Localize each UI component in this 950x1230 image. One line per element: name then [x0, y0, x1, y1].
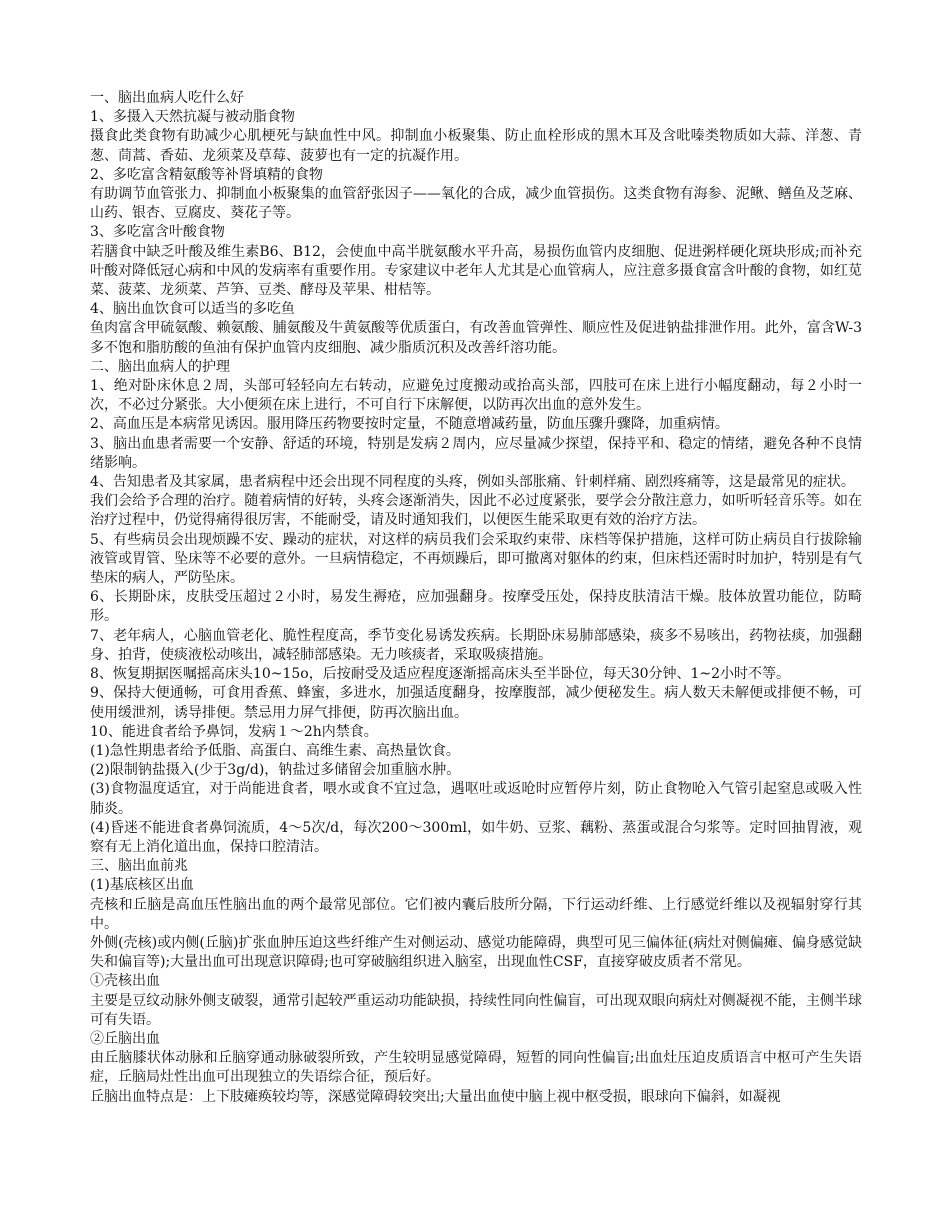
list-item: 7、老年病人，心脑血管老化、脆性程度高，季节变化易诱发疾病。长期卧床易肺部感染，痰多不易咳出，药物祛痰，加强翻身、拍背，使痰液松动咳出，减轻肺部感染。无力咳痰者，采取吸痰措施。 — [90, 627, 862, 663]
paragraph: 有助调节血管张力、抑制血小板聚集的血管舒张因子——氧化的合成，减少血管损伤。这类食物有海参、泥鳅、鳝鱼及芝麻、山药、银杏、豆腐皮、葵花子等。 — [90, 186, 862, 222]
sub-list-item: (4)昏迷不能进食者鼻饲流质，4～5次/d，每次200～300ml，如牛奶、豆浆、藕粉、蒸蛋或混合匀浆等。定时回抽胃液，观察有无上消化道出血，保持口腔清洁。 — [90, 819, 862, 855]
document-body — [90, 89, 862, 1107]
paragraph: 丘脑出血特点是：上下肢瘫痪较均等，深感觉障碍较突出;大量出血使中脑上视中枢受损，眼球向下偏斜，如凝视 — [90, 1088, 781, 1105]
list-item: 9、保持大便通畅，可食用香蕉、蜂蜜，多进水，加强适度翻身，按摩腹部，减少便秘发生。病人数天未解便或排便不畅，可使用缓泄剂，诱导排便。禁忌用力屏气排便，防再次脑出血。 — [90, 685, 862, 721]
subheading-putamen: ①壳核出血 — [90, 973, 160, 990]
paragraph: 我们会给予合理的治疗。随着病情的好转，头疼会逐渐消失，因此不必过度紧张，要学会分散注意力，如听听轻音乐等。如在治疗过程中，仍觉得痛得很厉害，不能耐受，请及时通知我们，以便医生能采取更有效的治疗方法。 — [90, 493, 862, 529]
subheading-fish: 4、脑出血饮食可以适当的多吃鱼 — [90, 301, 295, 318]
paragraph: 壳核和丘脑是高血压性脑出血的两个最常见部位。它们被内囊后肢所分隔，下行运动纤维、上行感觉纤维以及视辐射穿行其中。 — [90, 896, 862, 932]
sub-list-item: (3)食物温度适宜，对于尚能进食者，喂水或食不宜过急，遇呕吐或返呛时应暂停片刻，防止食物呛入气管引起窒息或吸入性肺炎。 — [90, 781, 862, 817]
subheading-folate-foods: 3、多吃富含叶酸食物 — [90, 224, 225, 241]
sub-list-item: (2)限制钠盐摄入(少于3g/d)，钠盐过多储留会加重脑水肿。 — [90, 762, 461, 779]
subheading-thalamus: ②丘脑出血 — [90, 1030, 160, 1047]
list-item: 6、长期卧床，皮肤受压超过２小时，易发生褥疮，应加强翻身。按摩受压处，保持皮肤清洁干燥。肢体放置功能位，防畸形。 — [90, 589, 862, 625]
sub-list-item: (1)急性期患者给予低脂、高蛋白、高维生素、高热量饮食。 — [90, 742, 460, 759]
paragraph: 鱼肉富含甲硫氨酸、赖氨酸、脯氨酸及牛黄氨酸等优质蛋白，有改善血管弹性、顺应性及促进钠盐排泄作用。此外，富含W-3多不饱和脂肪酸的鱼油有保护血管内皮细胞、减少脂质沉积及改善纤溶功能。 — [90, 320, 862, 356]
subheading-basal-ganglia: (1)基底核区出血 — [90, 877, 194, 894]
paragraph: 若膳食中缺乏叶酸及维生素B6、B12，会使血中高半胱氨酸水平升高，易损伤血管内皮细胞、促进粥样硬化斑块形成;而补充叶酸对降低冠心病和中风的发病率有重要作用。专家建议中老年人尤其是心血管病人，应注意多摄食富含叶酸的食物，如红苋菜、菠菜、龙须菜、芦笋、豆类、酵母及苹果、柑桔等。 — [90, 243, 862, 299]
section-heading-warning-signs: 三、脑出血前兆 — [90, 858, 188, 875]
list-item: 1、绝对卧床休息２周，头部可轻轻向左右转动，应避免过度搬动或抬高头部，四肢可在床上进行小幅度翻动，每２小时一次，不必过分紧张。大小便须在床上进行，不可自行下床解便，以防再次出血的意外发生。 — [90, 378, 862, 414]
subheading-anticoagulant-foods: 1、多摄入天然抗凝与被动脂食物 — [90, 109, 295, 126]
section-heading-diet: 一、脑出血病人吃什么好 — [90, 90, 244, 106]
list-item: 4、告知患者及其家属，患者病程中还会出现不同程度的头疼，例如头部胀痛、针刺样痛、剧烈疼痛等，这是最常见的症状。 — [90, 474, 855, 491]
paragraph: 由丘脑膝状体动脉和丘脑穿通动脉破裂所致，产生较明显感觉障碍，短暂的同向性偏盲;出血灶压迫皮质语言中枢可产生失语症，丘脑局灶性出血可出现独立的失语综合征，预后好。 — [90, 1050, 862, 1086]
list-item: 2、高血压是本病常见诱因。服用降压药物要按时定量，不随意增减药量，防血压骤升骤降，加重病情。 — [90, 416, 729, 433]
paragraph: 摄食此类食物有助减少心肌梗死与缺血性中风。抑制血小板聚集、防止血栓形成的黑木耳及含吡嗪类物质如大蒜、洋葱、青葱、茼蒿、香茹、龙须菜及草莓、菠萝也有一定的抗凝作用。 — [90, 128, 862, 164]
list-item: 3、脑出血患者需要一个安静、舒适的环境，特别是发病２周内，应尽量减少探望，保持平和、稳定的情绪，避免各种不良情绪影响。 — [90, 435, 862, 471]
subheading-arginine-foods: 2、多吃富含精氨酸等补肾填精的食物 — [90, 166, 323, 183]
paragraph: 主要是豆纹动脉外侧支破裂，通常引起较严重运动功能缺损，持续性同向性偏盲，可出现双眼向病灶对侧凝视不能，主侧半球可有失语。 — [90, 992, 862, 1028]
list-item: 10、能进食者给予鼻饲，发病１～2h内禁食。 — [90, 723, 378, 740]
list-item: 8、恢复期据医嘱摇高床头10~15o，后按耐受及适应程度逐渐摇高床头至半卧位，每天30分钟、1~2小时不等。 — [90, 666, 791, 683]
list-item: 5、有些病员会出现烦躁不安、躁动的症状，对这样的病员我们会采取约束带、床档等保护措施，这样可防止病员自行拔除输液管或胃管、坠床等不必要的意外。一旦病情稳定，不再烦躁后，即可撤离对躯体的约束，但床档还需时时加护，特别是有气垫床的病人，严防坠床。 — [90, 531, 862, 587]
section-heading-nursing: 二、脑出血病人的护理 — [90, 358, 230, 375]
paragraph: 外侧(壳核)或内侧(丘脑)扩张血肿压迫这些纤维产生对侧运动、感觉功能障碍，典型可见三偏体征(病灶对侧偏瘫、偏身感觉缺失和偏盲等);大量出血可出现意识障碍;也可穿破脑组织进入脑室，出现血性CSF，直接穿破皮质者不常见。 — [90, 934, 862, 971]
